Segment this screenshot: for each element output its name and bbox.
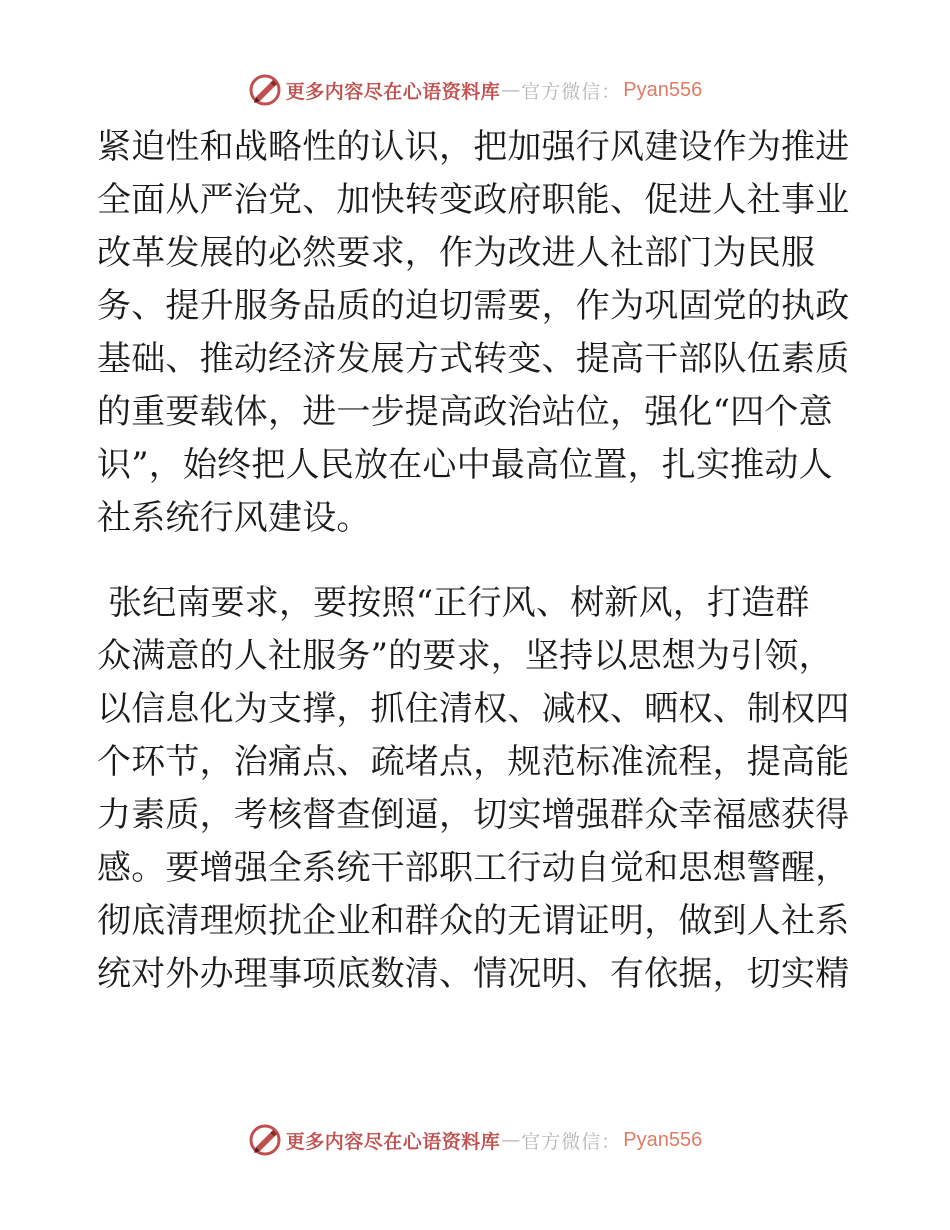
banner-title: 更多内容尽在心语资料库 (285, 80, 501, 103)
text-line: 务、提升服务品质的迫切需要，作为巩固党的执政 (97, 286, 850, 326)
banner-separator: — (501, 1129, 521, 1151)
paragraph-spacer (97, 545, 857, 577)
pen-book-logo-icon (248, 73, 282, 107)
text-line: 社系统行风建设。 (97, 498, 371, 538)
text-line: 彻底清理烦扰企业和群众的无谓证明，做到人社系 (97, 901, 850, 941)
banner-separator: — (501, 79, 521, 101)
banner-wechat-label: 官方微信： (521, 1130, 622, 1153)
text-line: 个环节，治痛点、疏堵点，规范标准流程，提高能 (97, 742, 850, 782)
text-line: 感。要增强全系统干部职工行动自觉和思想警醒， (97, 848, 850, 888)
text-line: 基础、推动经济发展方式转变、提高干部队伍素质 (97, 339, 850, 379)
text-line: 众满意的人社服务”的要求，坚持以思想为引领， (97, 636, 833, 676)
text-line: 力素质，考核督查倒逼，切实增强群众幸福感获得 (97, 795, 850, 835)
text-line: 紧迫性和战略性的认识，把加强行风建设作为推进 (97, 127, 850, 167)
banner-wechat-label: 官方微信： (521, 80, 622, 103)
text-line: 识”，始终把人民放在心中最高位置，扎实推动人 (97, 445, 833, 485)
banner-wechat-handle: Pyan556 (623, 78, 703, 101)
text-line: 以信息化为支撑，抓住清权、减权、晒权、制权四 (97, 689, 850, 729)
banner-wechat-handle: Pyan556 (623, 1128, 703, 1151)
header-banner (0, 70, 950, 110)
text-line: 全面从严治党、加快转变政府职能、促进人社事业 (97, 180, 850, 220)
text-line: 张纪南要求，要按照“正行风、树新风，打造群 (97, 583, 810, 623)
pen-book-logo-icon (248, 1123, 282, 1157)
text-line: 的重要载体，进一步提高政治站位，强化“四个意 (97, 392, 833, 432)
paragraph (97, 121, 857, 545)
text-line: 改革发展的必然要求，作为改进人社部门为民服 (97, 233, 816, 273)
footer-banner (0, 1120, 950, 1160)
banner-title: 更多内容尽在心语资料库 (285, 1130, 501, 1153)
document-body (97, 121, 857, 1001)
text-line: 统对外办理事项底数清、情况明、有依据，切实精 (97, 954, 850, 994)
paragraph (97, 577, 857, 1001)
